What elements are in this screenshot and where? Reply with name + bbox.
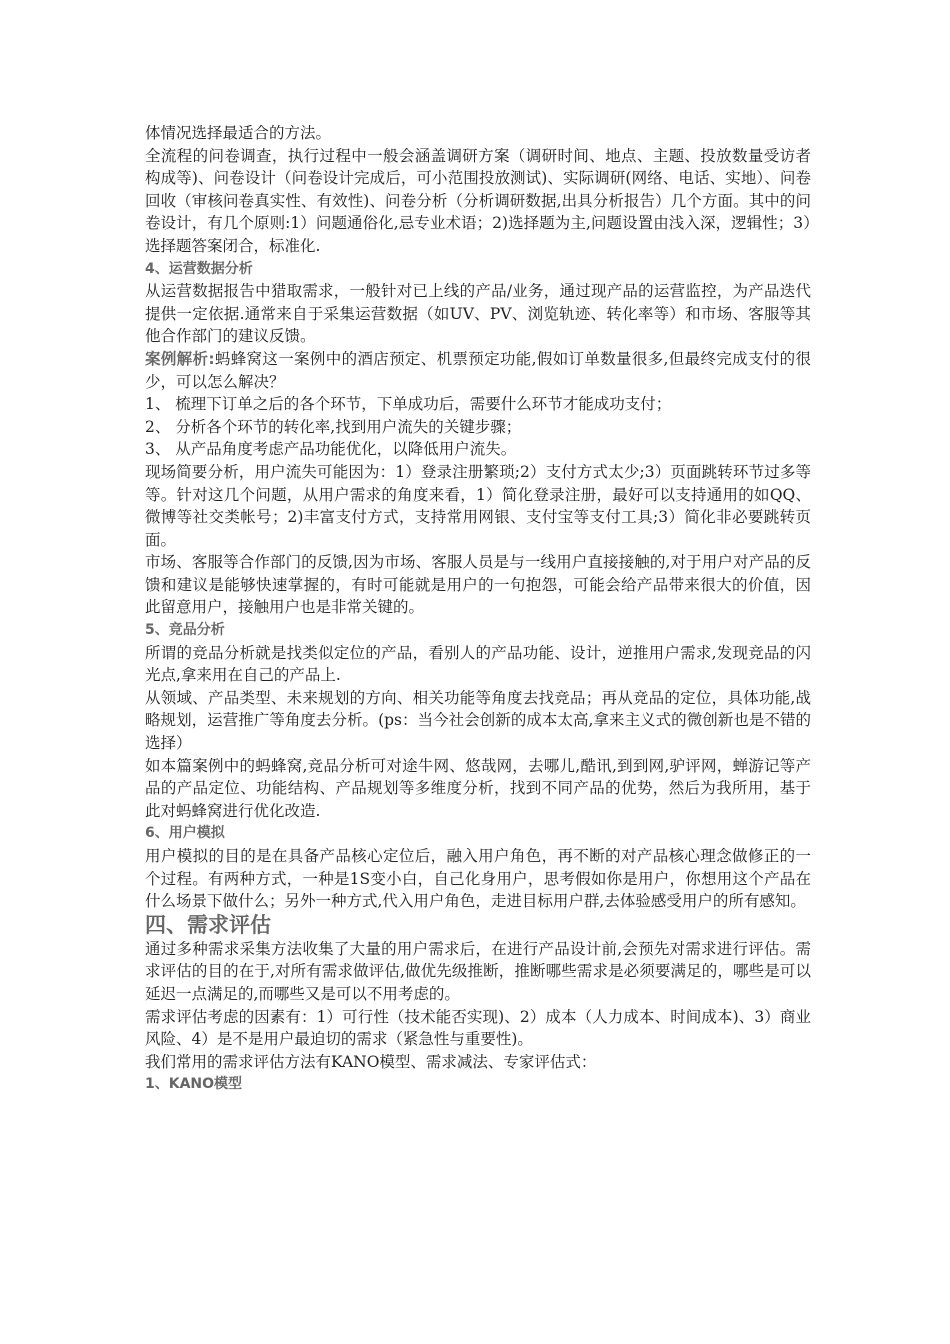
paragraph: 3、 从产品角度考虑产品功能优化，以降低用户流失。 — [145, 440, 517, 459]
paragraph: 现场简要分析，用户流失可能因为：1）登录注册繁琐;2）支付方式太少;3）页面跳转环节过多等等。针对这几个问题，从用户需求的角度来看，1）简化登录注册，最好可以支持通用的如QQ、微博等社交类帐号；2)丰富支付方式，支持常用网银、支付宝等支付工具;3）简化非必要跳转页面。 — [145, 462, 811, 549]
paragraph: 所谓的竞品分析就是找类似定位的产品，看别人的产品功能、设计，逆推用户需求,发现竞品的闪光点,拿来用在自己的产品上. — [145, 643, 811, 685]
paragraph: 我们常用的需求评估方法有KANO模型、需求减法、专家评估式： — [145, 1052, 597, 1071]
document-body — [145, 122, 811, 1096]
section-heading: 6、用户模拟 — [145, 825, 225, 842]
paragraph: 从运营数据报告中猎取需求，一般针对已上线的产品/业务，通过现产品的运营监控，为产品迭代提供一定依据.通常来自于采集运营数据（如UV、PV、浏览轨迹、转化率等）和市场、客服等其他合作部门的建议反馈。 — [145, 282, 811, 346]
paragraph: 体情况选择最适合的方法。 — [145, 124, 332, 142]
paragraph: 全流程的问卷调查，执行过程中一般会涵盖调研方案（调研时间、地点、主题、投放数量受访者构成等)、问卷设计（问卷设计完成后，可小范围投放测试)、实际调研(网络、电话、实地）、问卷回收（审核问卷真实性、有效性)、问卷分析（分析调研数据,出具分析报告）几个方面。其中的问卷设计，有几个原则:1）问题通俗化,忌专业术语；2)选择题为主,问题设置由浅入深，逻辑性；3）选择题答案闭合，标准化. — [145, 146, 811, 255]
chapter-heading: 四、需求评估 — [145, 912, 271, 937]
section-heading: 5、竞品分析 — [145, 622, 225, 639]
case-paragraph — [145, 348, 811, 393]
paragraph: 市场、客服等合作部门的反馈,因为市场、客服人员是与一线用户直接接触的,对于用户对产品的反馈和建议是能够快速掌握的，有时可能就是用户的一句抱怨，可能会给产品带来很大的价值，因此留意用户，接触用户也是非常关键的。 — [145, 553, 811, 617]
paragraph: 如本篇案例中的蚂蜂窝,竞品分析可对途牛网、悠哉网，去哪儿,酷讯,到到网,驴评网，蝉游记等产品的产品定位、功能结构、产品规划等多维度分析，找到不同产品的优势，然后为我所用，基于此对蚂蜂窝进行优化改造. — [145, 756, 811, 820]
paragraph: 用户模拟的目的是在具备产品核心定位后，融入用户角色，再不断的对产品核心理念做修正的一个过程。有两种方式，一种是1S变小白，自己化身用户，思考假如你是用户，你想用这个产品在什么场景下做什么；另外一种方式,代入用户角色，走进目标用户群,去体验感受用户的所有感知。 — [145, 847, 811, 911]
paragraph: 需求评估考虑的因素有：1）可行性（技术能否实现)、2）成本（人力成本、时间成本)、3）商业风险、4）是不是用户最迫切的需求（紧急性与重要性)。 — [145, 1007, 811, 1049]
section-heading: 1、KANO模型 — [145, 1076, 243, 1093]
paragraph: 2、 分析各个环节的转化率,找到用户流失的关键步骤； — [145, 417, 522, 436]
section-heading: 4、运营数据分析 — [145, 260, 253, 277]
paragraph: 通过多种需求采集方法收集了大量的用户需求后，在进行产品设计前,会预先对需求进行评估。需求评估的目的在于,对所有需求做评估,做优先级推断，推断哪些需求是必须要满足的，哪些是可以延迟一点满足的,而哪些又是可以不用考虑的。 — [145, 939, 811, 1003]
case-text: 蚂蜂窝这一案例中的酒店预定、机票预定功能,假如订单数量很多,但最终完成支付的很少，可以怎么解决？ — [145, 349, 811, 391]
case-label: 案例解析: — [145, 349, 215, 368]
paragraph: 1、 梳理下订单之后的各个环节，下单成功后，需要什么环节才能成功支付； — [145, 395, 672, 414]
paragraph: 从领域、产品类型、未来规划的方向、相关功能等角度去找竞品；再从竞品的定位，具体功能,战略规划，运营推广等角度去分析。(ps：当今社会创新的成本太高,拿来主义式的微创新也是不错的选择） — [145, 688, 811, 753]
